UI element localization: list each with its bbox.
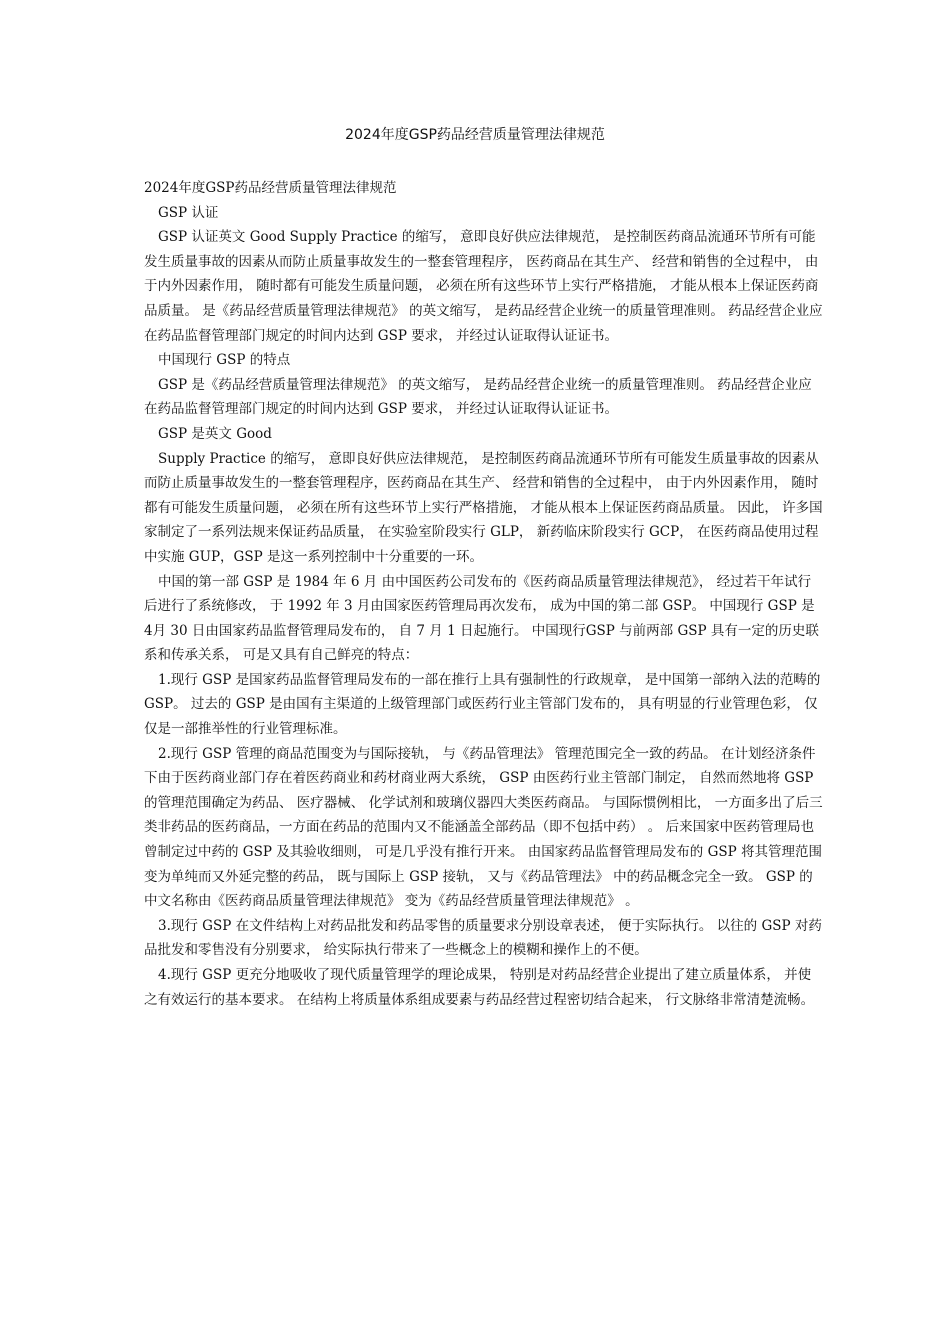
document-paragraph: GSP 认证英文 Good Supply Practice 的缩写， 意即良好供应法律规范， 是控制医药商品流通环节所有可能发生质量事故的因素从而防止质量事故发生的一整套管理程序， 医药商品在其生产、 经营和销售的全过程中， 由于内外因素作用， 随时都有可能发生质量问题， 必须在所有这些环节上实行严格措施， 才能从根本上保证医药商品质量。 是《药品经营质量管理法律规范》 的英文缩写， 是药品经营企业统一的质量管理准则。 药品经营企业应在药品监督管理部门规定的时间内达到 GSP 要求， 并经过认证取得认证证书。	[144, 229, 823, 344]
document-paragraph: Supply Practice 的缩写， 意即良好供应法律规范， 是控制医药商品流通环节所有可能发生质量事故的因素从而防止质量事故发生的一整套管理程序，医药商品在其生产、 经营和销售的全过程中， 由于内外因素作用， 随时都有可能发生质量问题， 必须在所有这些环节上实行严格措施， 才能从根本上保证医药商品质量。 因此， 许多国家制定了一系列法规来保证药品质量， 在实验室阶段实行 GLP， 新药临床阶段实行 GCP， 在医药商品使用过程中实施 GUP，GSP 是这一系列控制中十分重要的一环。	[144, 450, 823, 565]
document-title: 2024年度GSP药品经营质量管理法律规范	[345, 127, 605, 143]
document-paragraph: GSP 认证	[158, 204, 219, 221]
document-paragraph: 1.现行 GSP 是国家药品监督管理局发布的一部在推行上具有强制性的行政规章， 是中国第一部纳入法的范畴的 GSP。 过去的 GSP 是由国有主渠道的上级管理部门或医药行业主管部门发布的， 具有明显的行业管理色彩， 仅仅是一部推举性的行业管理标准。	[144, 671, 825, 738]
document-paragraph: 中国的第一部 GSP 是 1984 年 6 月 由中国医药公司发布的《医药商品质量管理法律规范》， 经过若干年试行后进行了系统修改， 于 1992 年 3 月由国家医药管理局再次发布， 成为中国的第二部 GSP。 中国现行 GSP 是 4月 30 日由国家药品监督管理局发布的， 自 7 月 1 日起施行。 中国现行GSP 与前两部 GSP 具有一定的历史联系和传承关系， 可是又具有自己鲜亮的特点：	[144, 573, 819, 664]
document-paragraph: GSP 是《药品经营质量管理法律规范》 的英文缩写， 是药品经营企业统一的质量管理准则。 药品经营企业应在药品监督管理部门规定的时间内达到 GSP 要求， 并经过认证取得认证证书。	[144, 376, 812, 418]
document-paragraph: 3.现行 GSP 在文件结构上对药品批发和药品零售的质量要求分别设章表述， 便于实际执行。 以往的 GSP 对药品批发和零售没有分别要求， 给实际执行带来了一些概念上的模糊和操作上的不便。	[144, 917, 822, 959]
document-paragraph: 4.现行 GSP 更充分地吸收了现代质量管理学的理论成果， 特别是对药品经营企业提出了建立质量体系， 并使之有效运行的基本要求。 在结构上将质量体系组成要素与药品经营过程密切结合起来， 行文脉络非常清楚流畅。	[144, 967, 815, 1008]
document-paragraph: 中国现行 GSP 的特点	[158, 352, 291, 369]
document-paragraph: GSP 是英文 Good	[158, 425, 272, 442]
document-paragraph: 2024年度GSP药品经营质量管理法律规范	[144, 180, 397, 196]
document-body	[144, 176, 824, 1012]
document-paragraph: 2.现行 GSP 管理的商品范围变为与国际接轨， 与《药品管理法》 管理范围完全一致的药品。 在计划经济条件下由于医药商业部门存在着医药商业和药材商业两大系统， GSP 由医药行业主管部门制定， 自然而然地将 GSP 的管理范围确定为药品、 医疗器械、 化学试剂和玻璃仪器四大类医药商品。 与国际惯例相比， 一方面多出了后三类非药品的医药商品，一方面在药品的范围内又不能涵盖全部药品（即不包括中药） 。 后来国家中医药管理局也曾制定过中药的 GSP 及其验收细则， 可是几乎没有推行开来。 由国家药品监督管理局发布的 GSP 将其管理范围变为单纯而又外延完整的药品， 既与国际上 GSP 接轨， 又与《药品管理法》 中的药品概念完全一致。 GSP 的中文名称由《医药商品质量管理法律规范》 变为《药品经营质量管理法律规范》 。	[144, 745, 823, 910]
